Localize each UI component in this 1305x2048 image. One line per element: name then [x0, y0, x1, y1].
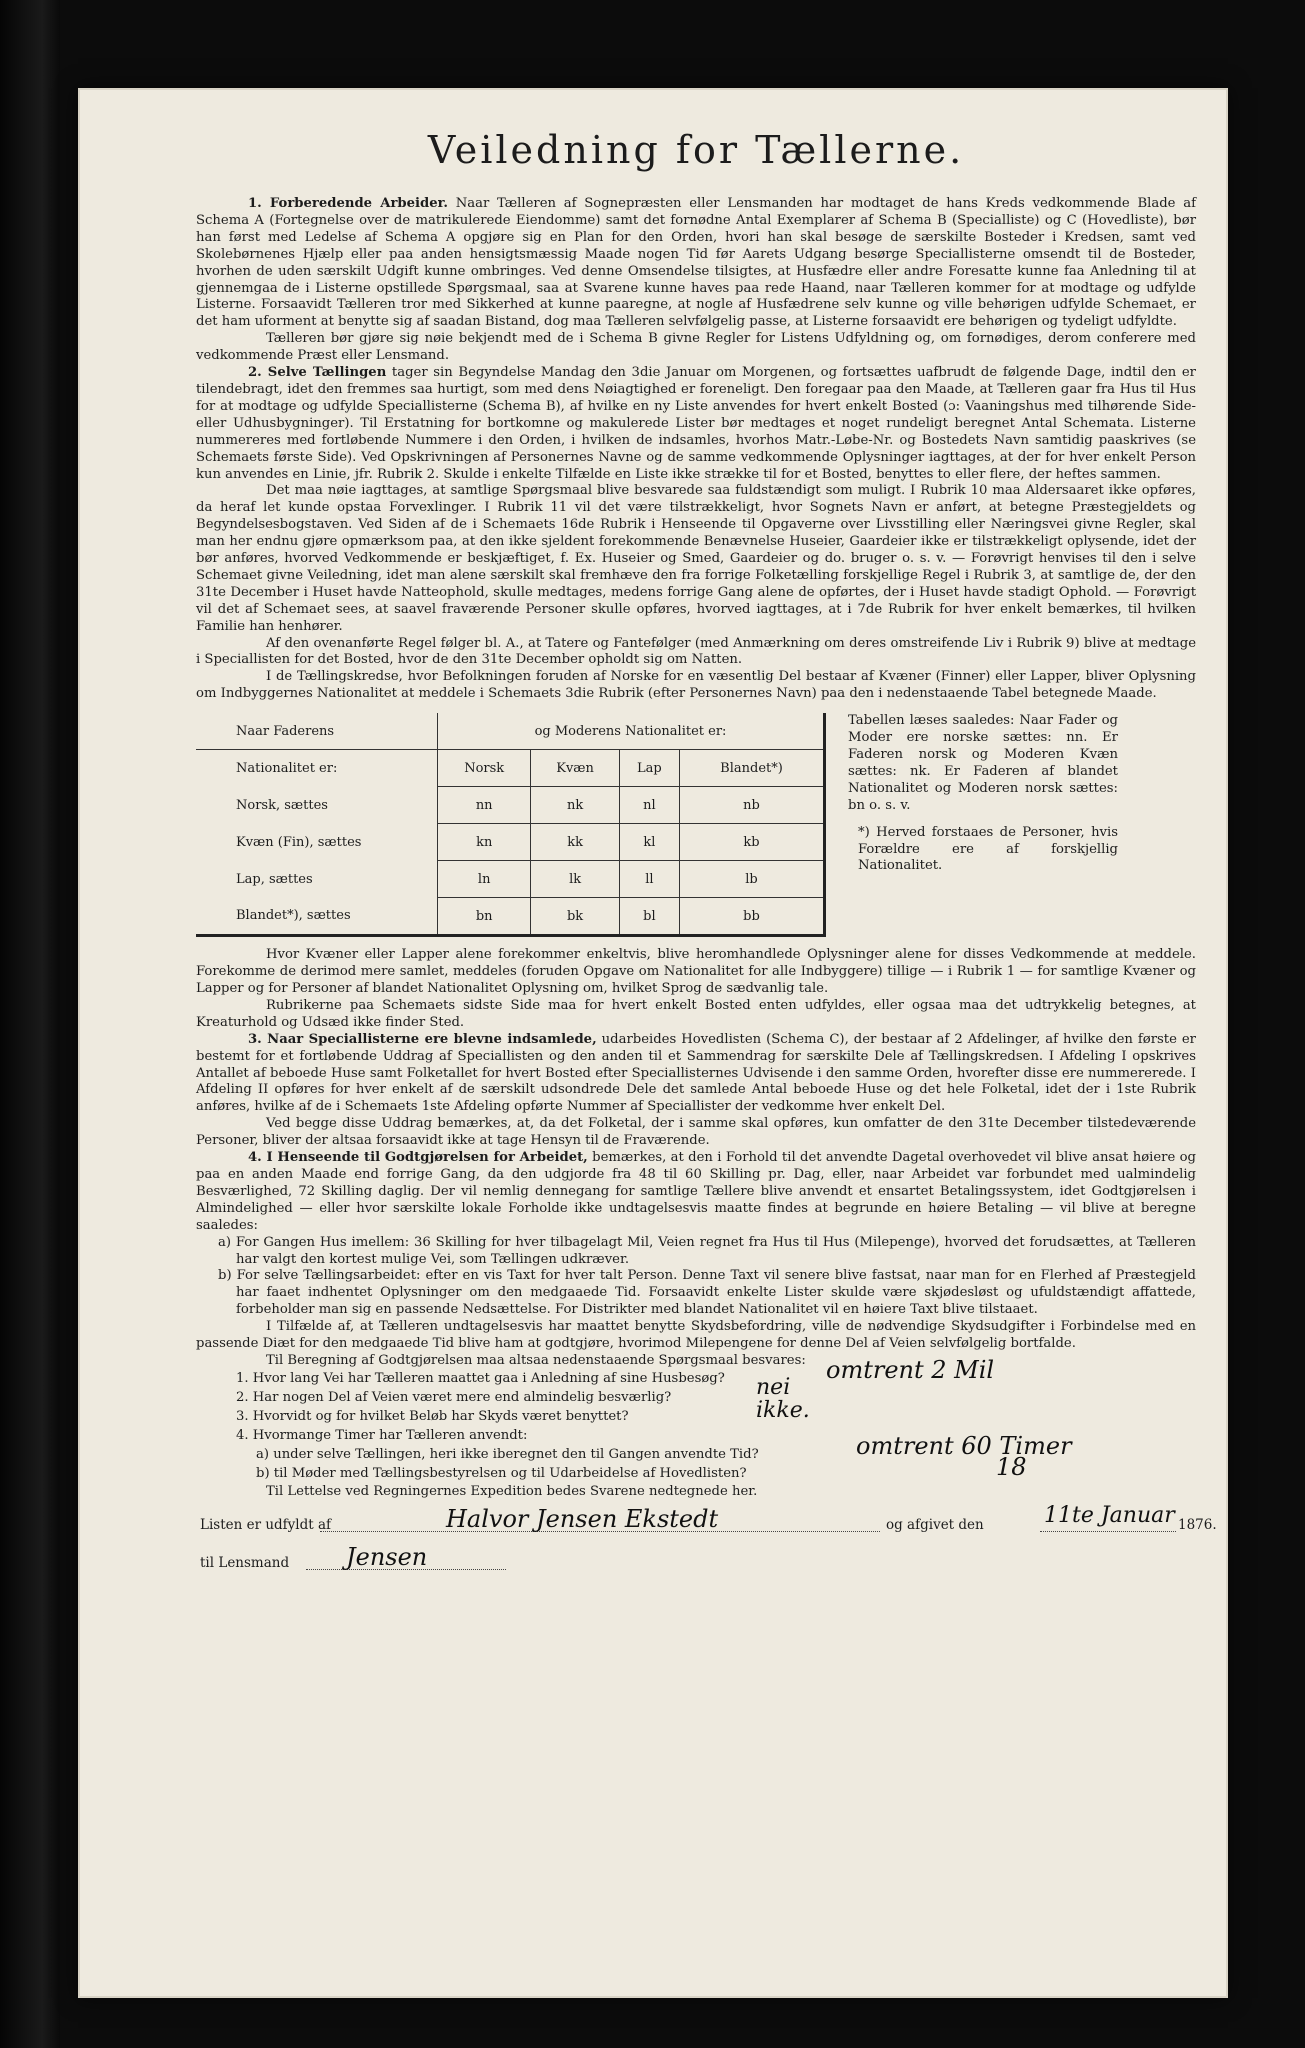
nat-row-label: Norsk, sættes [196, 787, 438, 824]
section-1-para-2: Tælleren bør gjøre sig nøie bekjendt med de i Schema B givne Regler for Listens Udfyldning og, om fornødiges, derom conferere med vedkommende Præst eller Lensmand. [196, 331, 1196, 364]
nat-cell: lb [680, 861, 825, 898]
document-page [78, 88, 1228, 1998]
section-2-para-3: Af den ovenanførte Regel følger bl. A., at Tatere og Fantefølger (med Anmærkning om deres omstreifende Liv i Rubrik 9) blive at medtage i Speciallisten for det Bosted, hvor de den 31te December opholdt sig om Natten. [196, 635, 1196, 668]
section-4-item-a: a) For Gangen Hus imellem: 36 Skilling for hver tilbagelagt Mil, Veien regnet fra Hus til Hus (Milepenge), hvorved det forudsættes, at Tælleren har valgt den kortest mulige Vei, som Tællingen udkræver. [218, 1234, 1196, 1267]
section-4-para-2: I Tilfælde af, at Tælleren undtagelsesvis har maattet benytte Skydsbefordring, ville de nødvendige Skydsudgifter i Forbindelse med en passende Diæt for den medgaaede Tid blive ham at godtgjøre, hvorimod Milepengene for denne Del af Veien selvfølgelig bortfalde. [196, 1319, 1196, 1352]
section-2-para-5: Hvor Kvæner eller Lapper alene forekommer enkeltvis, blive heromhandlede Oplysninger alene for disses Vedkommende at meddele. Forekomme de derimod mere samlet, meddeles (foruden Opgave om Nationalitet for alle Indbyggere) tillige — i Rubrik 1 — for samtlige Kvæner og Lapper og for Personer af blandet Nationalitet Oplysning om, hvilket Sprog de sædvanlig tale. [196, 947, 1196, 996]
nat-head-left-1: Naar Faderens [196, 713, 438, 750]
table-note-1: Tabellen læses saaledes: Naar Fader og Moder ere norske sættes: nn. Er Faderen norsk og Moderen Kvæn sættes: nk. Er Faderen af blandet Nationalitet og Moderen norsk sættes: bn o. s. v. [848, 713, 1118, 813]
nat-col-header: Lap [619, 750, 679, 787]
listed-by-label: Listen er udfyldt af [200, 1516, 332, 1533]
section-4-heading: 4. I Henseende til Godtgjørelsen for Arbeidet, [248, 1150, 588, 1166]
table-notes [848, 713, 1118, 937]
section-4-item-b: b) For selve Tællingsarbeidet: efter en vis Taxt for hver talt Person. Denne Taxt vil senere blive fastsat, naar man for en Flerhed af Præstegjeld har faaet indhentet Oplysninger om den medgaaede Tid. Forsaavidt enkelte Lister skulde være skjødesløst og ufuldstændigt affattede, forbeholder man sig en passende Nedsættelse. For Distrikter med blandet Nationalitet vil en høiere Taxt blive tilstaaet. [218, 1268, 1196, 1318]
question-text: 4. Hvormange Timer har Tælleren anvendt: [236, 1427, 528, 1443]
book-binding [0, 0, 60, 2048]
question-text: 3. Hvorvidt og for hvilket Beløb har Skyds været benyttet? [236, 1408, 629, 1424]
year: 1876. [1178, 1516, 1217, 1533]
nat-cell: nl [619, 787, 679, 824]
listed-by-signature: Halvor Jensen Ekstedt [446, 1504, 719, 1533]
nat-cell: bb [680, 898, 825, 936]
page-content [196, 128, 1217, 1593]
signature-block [196, 1502, 1217, 1593]
nat-cell: kn [438, 824, 531, 861]
section-1-para-1 [196, 196, 1196, 331]
section-1-heading: 1. Forberedende Arbeider. [248, 196, 448, 211]
given-date: 11te Januar [1044, 1502, 1175, 1528]
dotted-line [1040, 1531, 1176, 1532]
section-3-text: udarbeides Hovedlisten (Schema C), der bestaar af 2 Afdelinger, af hvilke den første er bestemt for et fortløbende Uddrag af Speciallisten og den anden til et Sammendrag for særskilte Dele af Tællingskredsen. I Afdeling I opskrives Antallet af beboede Huse samt Folketallet for hvert Bosted efter Speciallisternes Udvisende i den samme Orden, hvorefter disse ere nummererede. I Afdeling II opføres for hver enkelt af de særskilt udsondrede Dele det samlede Antal beboede Huse og det hele Folketal, idet der i 1ste Rubrik anføres, hvilke af de i Schemaets 1ste Afdeling opførte Nummer af Speciallister der vedkomme hver enkelt Del. [196, 1031, 1196, 1115]
section-2-heading: 2. Selve Tællingen [248, 365, 387, 381]
section-2-para-2: Det maa nøie iagttages, at samtlige Spørgsmaal blive besvarede saa fuldstændigt som muligt. I Rubrik 10 maa Aldersaaret ikke opføres, da heraf let kunde opstaa Forvexlinger. I Rubrik 11 vil det være tilstrækkeligt, hvor Sognets Navn er anført, at betegne Præstegjeldets og Begyndelsesbogstaven. Ved Siden af de i Schemaets 16de Rubrik i Henseende til Opgaverne over Livsstilling eller Næringsvei givne Regler, skal man her endnu gjøre opmærksom paa, at den ikke sjeldent forekommende Benævnelse Huseier, Gaardeier ikke er tilstrækkeligt oplysende, idet der bør anføres, hvorved Vedkommende er beskjæftiget, f. Ex. Huseier og Smed, Gaardeier og do. bruger o. s. v. — Forøvrigt henvises til den i selve Schemaet givne Veiledning, idet man alene særskilt skal fremhæve den fra forrige Folketælling forskjellige Regel i Rubrik 3, at samtlige de, der den 31te December i Huset havde Natteophold, skulle medtages, medens forrige Gang alene de opførtes, der i Huset havde stadigt Ophold. — Forøvrigt vil det af Schemaet sees, at saavel fraværende Personer skulle opføres, hvorved iagttages, at i 7de Rubrik for hver enkelt bemærkes, til hvilken Familie han henhører. [196, 483, 1196, 634]
table-row [196, 898, 825, 936]
closing-note: Til Lettelse ved Regningernes Expedition bedes Svarene nedtegnede her. [266, 1483, 758, 1499]
question-text: 2. Har nogen Del af Veien været mere end almindelig besværlig? [236, 1389, 672, 1405]
nat-cell: bk [531, 898, 619, 936]
nat-cell: nk [531, 787, 619, 824]
nationality-table [196, 713, 826, 937]
section-4-para-1 [196, 1150, 1196, 1235]
nat-cell: ll [619, 861, 679, 898]
table-row [196, 824, 825, 861]
handwritten-answer: omtrent 60 Timer [856, 1431, 1072, 1460]
lensmand-label: til Lensmand [200, 1554, 290, 1571]
question-text: a) under selve Tællingen, heri ikke iberegnet den til Gangen anvendte Tid? [256, 1446, 759, 1462]
nat-cell: bn [438, 898, 531, 936]
section-4-para-3: Til Beregning af Godtgjørelsen maa altsaa nedenstaaende Spørgsmaal besvares: [266, 1352, 806, 1368]
section-2-text: tager sin Begyndelse Mandag den 3die Januar om Morgenen, og fortsættes uafbrudt de følgende Dage, indtil den er tilendebragt, idet den fremmes saa hurtigt, som med dens Nøiagtighed er foreneligt. Den foregaar paa den Maade, at Tælleren gaar fra Hus til Hus for at modtage og udfylde Speciallisterne (Schema B), af hvilke en ny Liste anvendes for hvert enkelt Bosted (ɔ: Vaaningshus med tilhørende Side- eller Udhusbygninger). Til Erstatning for bortkomne og makulerede Lister bør medtages et noget rundeligt beregnet Antal Schemata. Listerne nummereres med fortløbende Nummere i den Orden, i hvilken de indsamles, hvorhos Matr.-Løbe-Nr. og Bostedets Navn samtidig paaskrives (se Schemaets første Side). Ved Opskrivningen af Personernes Navne og de samme vedkommende Oplysninger iagttages, at der for hver enkelt Person kun anvendes en Linie, jfr. Rubrik 2. Skulde i enkelte Tilfælde en Liste ikke strække til for et Bosted, benyttes to eller flere, der heftes sammen. [196, 365, 1196, 482]
nat-row-label: Lap, sættes [196, 861, 438, 898]
section-2-para-4: I de Tællingskredse, hvor Befolkningen foruden af Norske for en væsentlig Del bestaar af Kvæner (Finner) eller Lapper, bliver Oplysning om Indbyggernes Nationalitet at meddele i Schemaets 3die Rubrik (efter Personernes Navn) paa den i nedenstaaende Tabel betegnede Maade. [196, 669, 1196, 702]
nat-head-top: og Moderens Nationalitet er: [438, 713, 825, 750]
nat-col-header: Blandet*) [680, 750, 825, 787]
handwritten-answer: 18 [996, 1452, 1027, 1481]
nat-col-header: Kvæn [531, 750, 619, 787]
page-title: Veiledning for Tællerne. [427, 128, 965, 172]
section-2-para-1 [196, 365, 1196, 483]
nat-row-label: Kvæn (Fin), sættes [196, 824, 438, 861]
section-4-text: bemærkes, at den i Forhold til det anvendte Dagetal overhovedet vil blive ansat høiere og paa en anden Maade end forrige Gang, da den udgjorde fra 48 til 60 Skilling pr. Dag, eller, naar Arbeidet var forbundet med ualmindelig Besværlighed, 72 Skilling daglig. Der vil nemlig dennegang for samtlige Tællere blive anvendt et ensartet Betalingssystem, idet Godtgjørelsen i Almindelighed — eller hvor særskilte lokale Forholde ikke undtagelsesvis maatte findes at begrunde en høiere Betaling — vil blive at beregne saaledes: [196, 1150, 1196, 1233]
table-row [196, 787, 825, 824]
handwritten-answer: omtrent 2 Mil [826, 1355, 995, 1384]
nat-cell: bl [619, 898, 679, 936]
nat-cell: nn [438, 787, 531, 824]
section-3-para-2: Ved begge disse Uddrag bemærkes, at, da det Folketal, der i samme skal opføres, kun omfatter de den 31te December tilstedeværende Personer, bliver der altsaa forsaavidt ikke at tage Hensyn til de Fraværende. [196, 1116, 1196, 1149]
section-3-heading: 3. Naar Speciallisterne ere blevne indsamlede, [248, 1031, 597, 1047]
nat-col-header: Norsk [438, 750, 531, 787]
question-text: b) til Møder med Tællingsbestyrelsen og til Udarbeidelse af Hovedlisten? [256, 1465, 747, 1481]
nationality-block [196, 713, 1196, 937]
nat-cell: kk [531, 824, 619, 861]
nat-cell: kb [680, 824, 825, 861]
nat-row-label: Blandet*), sættes [196, 898, 438, 936]
section-3-para-1 [196, 1032, 1196, 1117]
nat-cell: lk [531, 861, 619, 898]
table-note-2: *) Herved forstaaes de Personer, hvis Forældre ere af forskjellig Nationalitet. [858, 824, 1118, 874]
section-2-para-6: Rubrikerne paa Schemaets sidste Side maa for hvert enkelt Bosted enten udfyldes, eller ogsaa maa det udtrykkelig betegnes, at Kreaturhold og Udsæd ikke finder Sted. [196, 997, 1196, 1030]
nat-cell: kl [619, 824, 679, 861]
bleed-through-left [98, 208, 178, 468]
nat-cell: ln [438, 861, 531, 898]
nat-cell: nb [680, 787, 825, 824]
handwritten-answer: nei [756, 1374, 791, 1400]
handwritten-answer: ikke. [756, 1397, 810, 1423]
lensmand-signature: Jensen [346, 1542, 428, 1571]
nat-head-left-2: Nationalitet er: [196, 750, 438, 787]
table-row [196, 861, 825, 898]
question-text: 1. Hvor lang Vei har Tælleren maattet gaa i Anledning af sine Husbesøg? [236, 1370, 725, 1386]
given-label: og afgivet den [886, 1516, 984, 1533]
section-1-text: Naar Tælleren af Sognepræsten eller Lensmanden har modtaget de hans Kreds vedkommende Blade af Schema A (Fortegnelse over de matrikulerede Eiendomme) samt det fornødne Antal Exemplarer af Schema B (Specialliste) og C (Hovedliste), bør han først med Ledelse af Schema A opgjøre sig en Plan for den Orden, hvori han skal besøge de særskilte Bosteder i Kredsen, samt ved Skolebørnenes Hjælp eller paa anden hensigtsmæssig Maade nogen Tid før Aarets Udgang besørge Speciallisterne omsendt til de Bosteder, hvorhen de uden særskilt Udgift kunne ombringes. Ved denne Omsendelse tilsigtes, at Husfædre eller andre Foresatte kunne faa Anledning til at gjennemgaa de i Listerne opstillede Spørgsmaal, saa at Svarene kunne haves paa rede Haand, naar Tælleren kommer for at modtage og udfylde Listerne. Forsaavidt Tælleren tror med Sikkerhed at kunne paaregne, at nogle af Husfædrene selv kunne og ville behørigen udfylde Schemaet, er det ham uforment at benytte sig af saadan Bistand, dog maa Tælleren selvfølgelig passe, at Listerne forsaavidt ere behørigen og tydeligt udfyldte. [196, 196, 1196, 330]
